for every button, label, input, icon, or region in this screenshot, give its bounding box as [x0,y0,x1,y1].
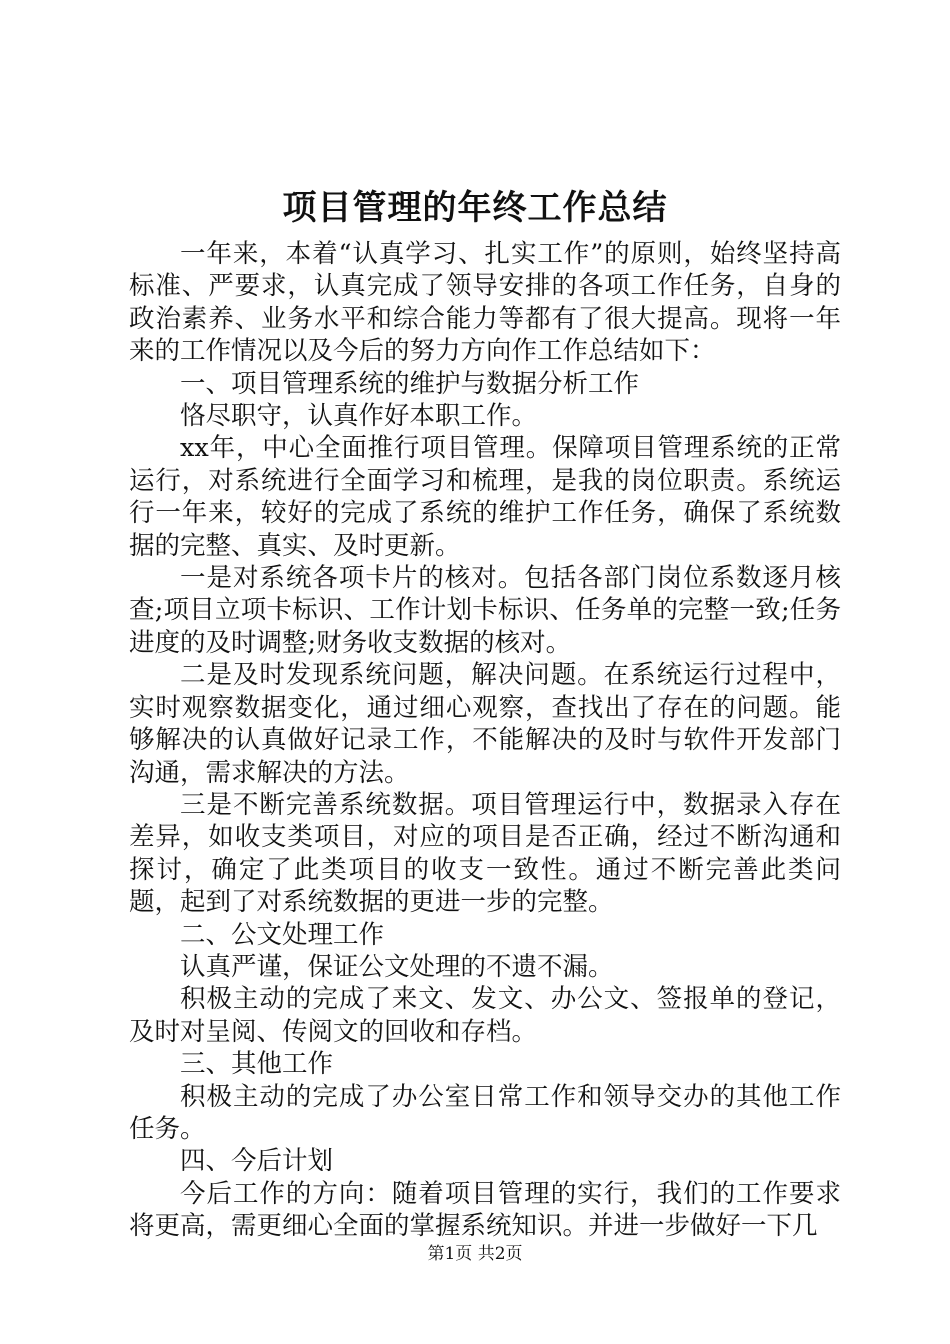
paragraph: 今后工作的方向：随着项目管理的实行，我们的工作要求将更高，需更细心全面的掌握系统知识。并进一步做好一下几 [129,1178,841,1242]
document-title: 项目管理的年终工作总结 [282,188,668,228]
paragraph-intro: 一年来，本着“认真学习、扎实工作”的原则，始终坚持高标准、严要求，认真完成了领导安排的各项工作任务，自身的政治素养、业务水平和综合能力等都有了很大提高。现将一年来的工作情况以及今后的努力方向作工作总结如下： [129,239,841,367]
section-heading-3: 三、其他工作 [180,1049,334,1080]
section-heading-2: 二、公文处理工作 [180,919,385,950]
paragraph: 认真严谨，保证公文处理的不遗不漏。 [180,951,614,982]
paragraph: 二是及时发现系统问题，解决问题。在系统运行过程中，实时观察数据变化，通过细心观察，查找出了存在的问题。能够解决的认真做好记录工作，不能解决的及时与软件开发部门沟通，需求解决的方法。 [129,660,841,788]
paragraph: 积极主动的完成了来文、发文、办公文、签报单的登记，及时对呈阅、传阅文的回收和存档。 [129,984,841,1047]
page-footer: 第1页 共2页 [427,1244,523,1264]
paragraph: xx年，中心全面推行项目管理。保障项目管理系统的正常运行，对系统进行全面学习和梳理，是我的岗位职责。系统运行一年来，较好的完成了系统的维护工作任务，确保了系统数据的完整、真实、及时更新。 [129,433,841,561]
paragraph: 一是对系统各项卡片的核对。包括各部门岗位系数逐月核查;项目立项卡标识、工作计划卡标识、任务单的完整一致;任务进度的及时调整;财务收支数据的核对。 [129,563,841,658]
paragraph: 积极主动的完成了办公室日常工作和领导交办的其他工作任务。 [129,1081,841,1144]
paragraph: 恪尽职守，认真作好本职工作。 [180,401,538,432]
section-heading-4: 四、今后计划 [180,1146,334,1177]
document-body [129,238,841,1243]
section-heading-1: 一、项目管理系统的维护与数据分析工作 [180,368,640,399]
paragraph: 三是不断完善系统数据。项目管理运行中，数据录入存在差异，如收支类项目，对应的项目是否正确，经过不断沟通和探讨，确定了此类项目的收支一致性。通过不断完善此类问题，起到了对系统数据的更进一步的完整。 [129,789,841,918]
